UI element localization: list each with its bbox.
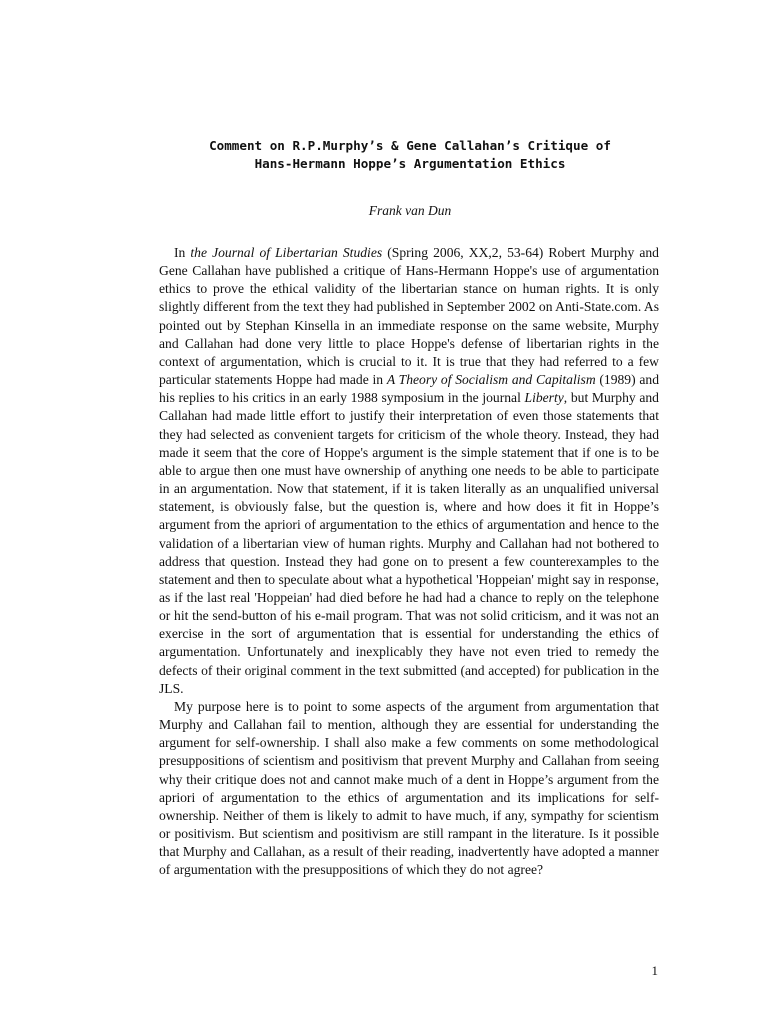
journal-name: the Journal of Libertarian Studies: [190, 245, 383, 260]
journal-liberty: Liberty: [524, 390, 564, 406]
p1-segment-3: (Spring 2006, XX,2, 53-64) Robert Murphy and Gene Callahan have published a critique of Hans-Hermann Hoppe's use of argumentation ethics to prove the ethical validity of the libertarian stance on human rights. It is only slightly different from the text they had published in September 2002 on Anti-State.com. As pointed out by Stephan Kinsella in an immediate response on the same website, Murphy and Callahan had done very little to place Hoppe's defense of libertarian rights in the context of argumentation, which is crucial to it. It is true that they had referred to a few particular statements Hoppe had made in: [159, 245, 659, 388]
page-number: 1: [651, 963, 658, 978]
paragraph-1: [159, 244, 659, 698]
p1-segment-5: (1989) and his replies to his critics in an early 1988 symposium in the journal: [159, 372, 660, 406]
article-body: [159, 244, 659, 879]
p1-segment-7: , but Murphy and Callahan had made little effort to justify their interpretation of even those statements that they had selected as convenient targets for criticism of the whole theory. Instead, they had made it seem that the core of Hoppe's argument is the simple statement that if one is to be able to argue then one must have ownership of anything one needs to be able to participate in an argumentation. Now that statement, if it is taken literally as an unqualified universal statement, is obviously false, but the question is, where and how does it fit in Hoppe’s argument from the apriori of argumentation to the ethics of argumentation and hence to the validation of a libertarian view of human rights. Murphy and Callahan had not bothered to address that question. Instead they had gone on to present a few counterexamples to the statement and then to speculate about what a hypothetical 'Hoppeian' might say in response, as if the last real 'Hoppeian' had died before he had had a chance to reply on the telephone or hit the send-button of his e-mail program. That was not solid criticism, and it was not an exercise in the sort of argumentation that is essential for understanding the ethics of argumentation. Unfortunately and inexplicably they have not even tried to remedy the defects of their original comment in the text submitted (and accepted) for publication in the JLS.: [159, 390, 659, 696]
author-name: Frank van Dun: [368, 203, 452, 218]
p1-segment-1: In: [174, 245, 191, 260]
book-title: A Theory of Socialism and Capitalism: [386, 372, 596, 388]
title-line-2: Hans-Hermann Hoppe’s Argumentation Ethics: [254, 156, 566, 171]
title-line-1: Comment on R.P.Murphy’s & Gene Callahan’s Critique of: [209, 138, 611, 153]
page-title: [110, 137, 710, 173]
paragraph-2: My purpose here is to point to some aspects of the argument from argumentation that Murphy and Callahan fail to mention, although they are essential for understanding the argument for self-ownership. I shall also make a few comments on some methodological presuppositions of scientism and positivism that prevent Murphy and Callahan from seeing why their critique does not and cannot make much of a dent in Hoppe’s argument from the apriori of argumentation to the ethics of argumentation and its implications for self-ownership. Neither of them is likely to admit to have much, if any, sympathy for scientism or positivism. But scientism and positivism are still rampant in the literature. Is it possible that Murphy and Callahan, as a result of their reading, inadvertently have adopted a manner of argumentation with the presuppositions of which they do not agree?: [159, 698, 659, 878]
